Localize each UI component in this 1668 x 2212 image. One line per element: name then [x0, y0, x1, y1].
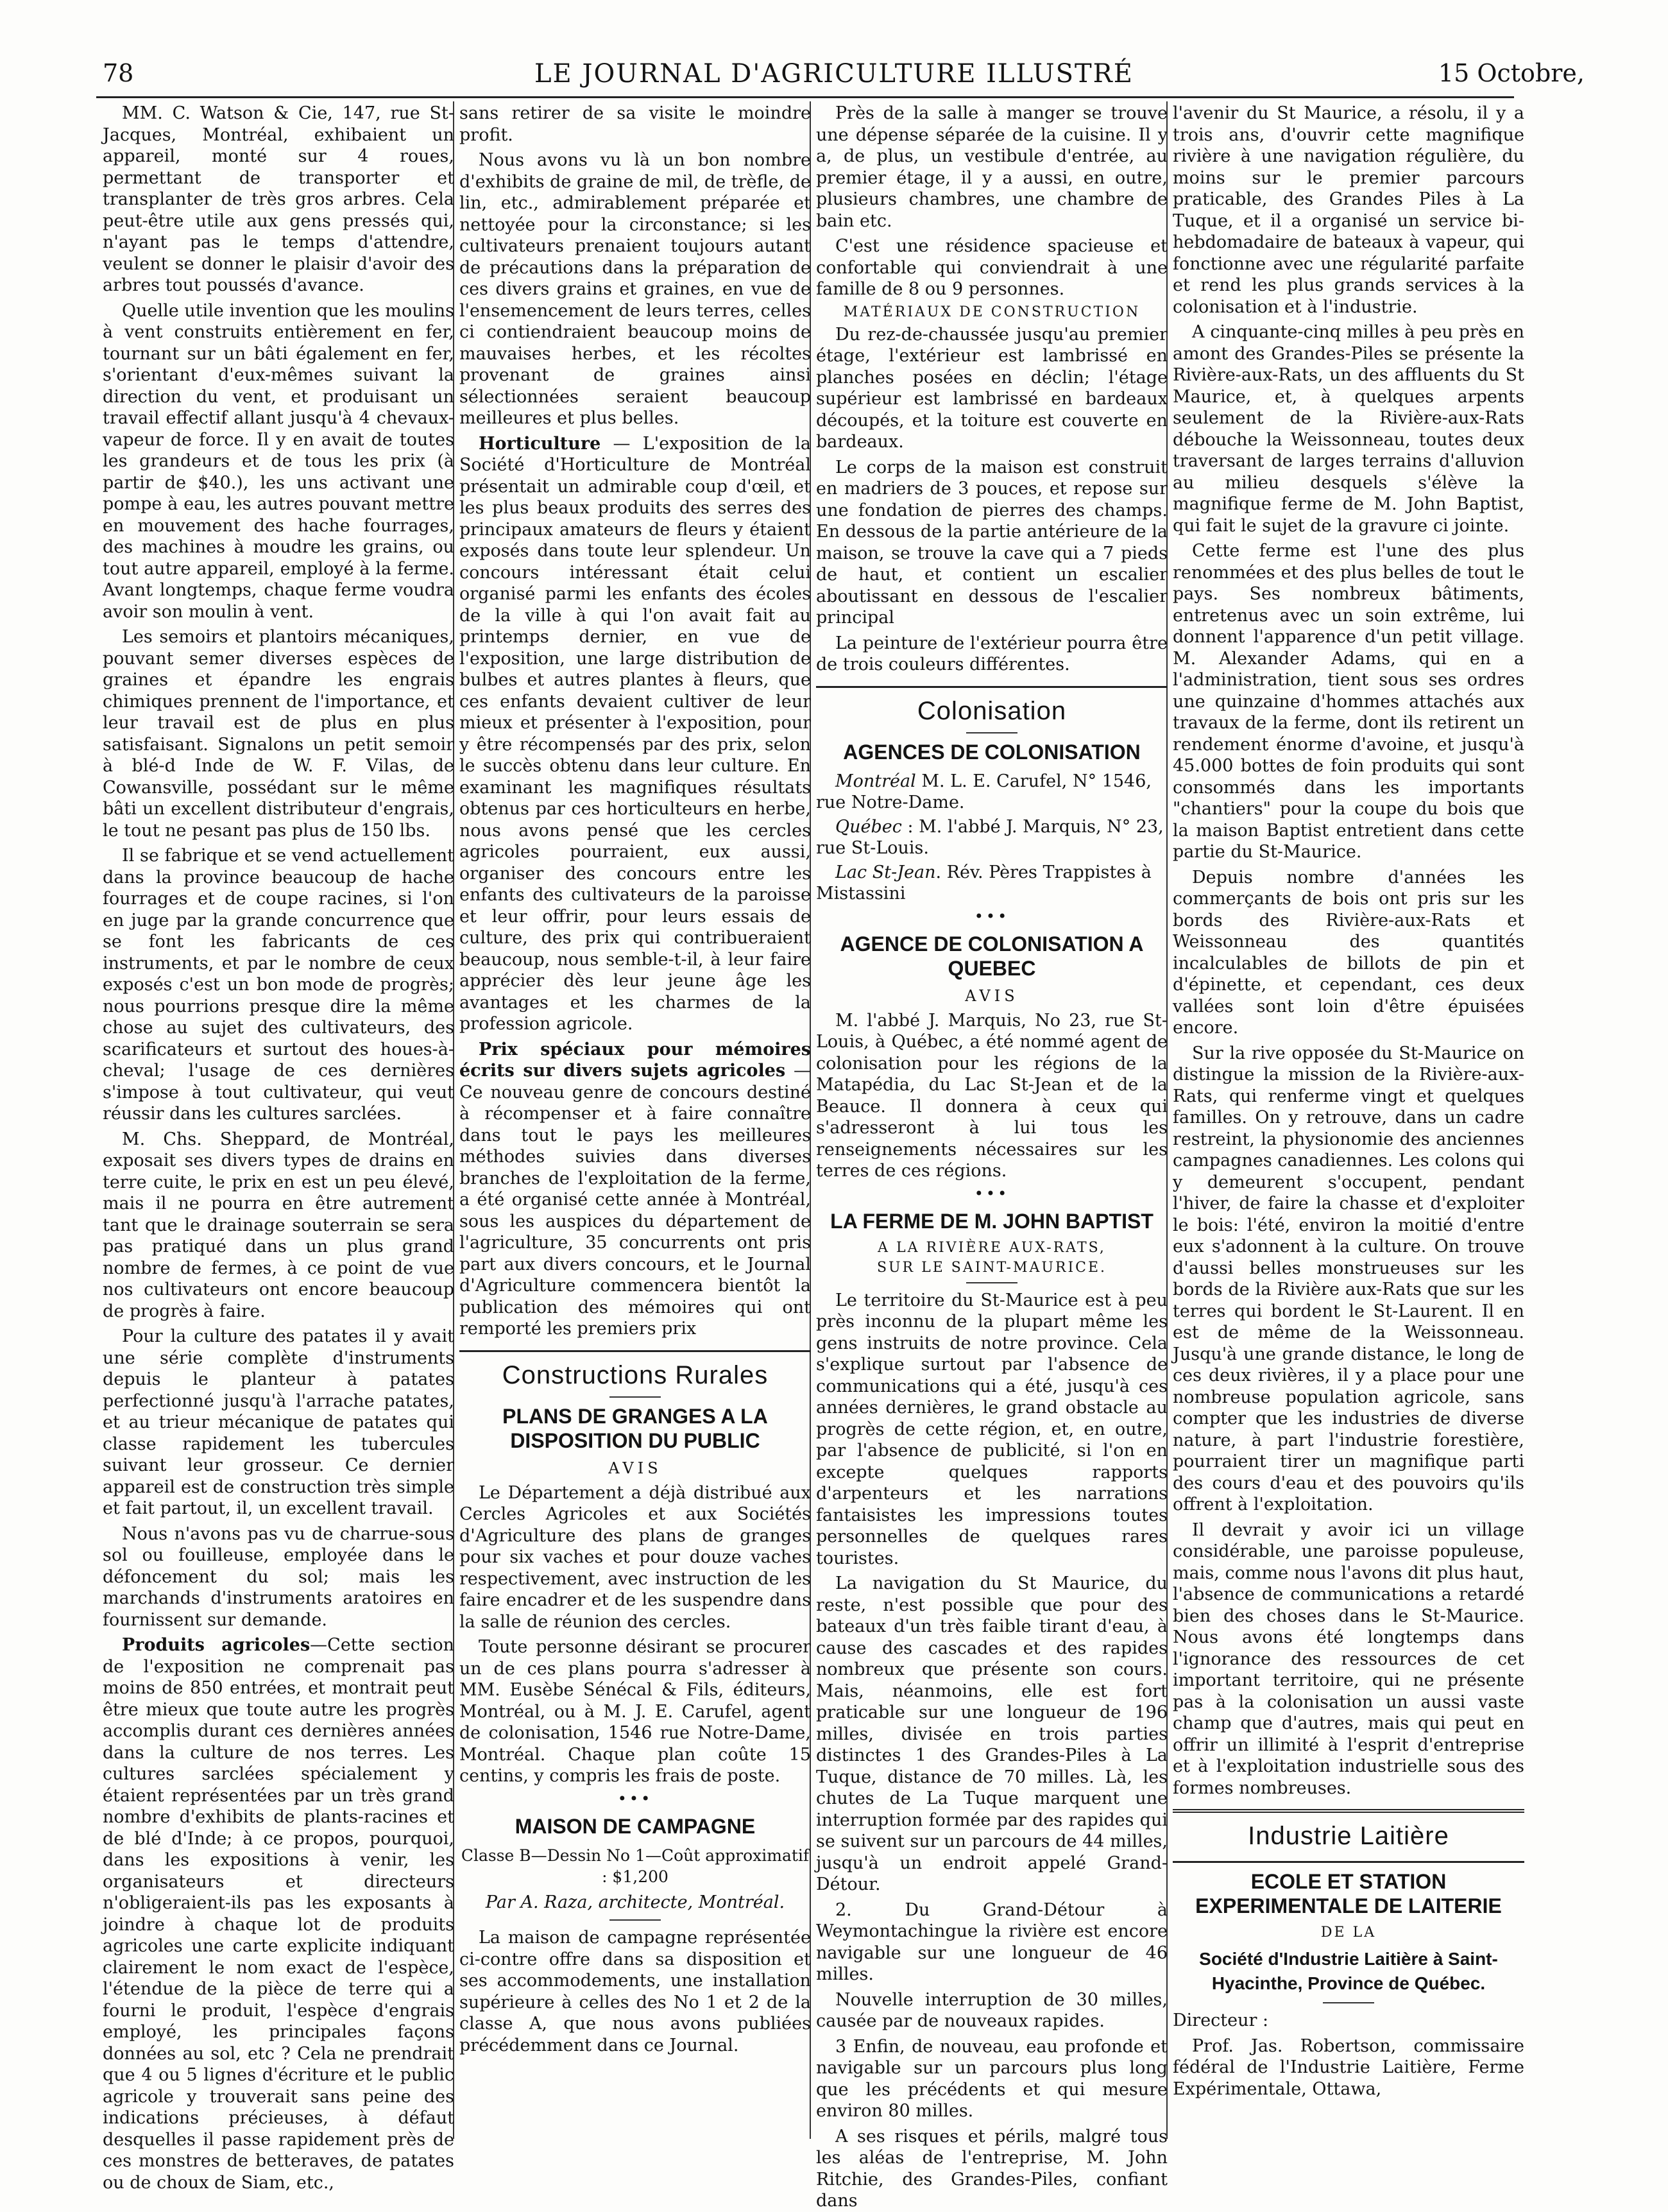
- paragraph: La peinture de l'extérieur pourra être de trois couleurs différentes.: [816, 633, 1168, 674]
- notice-label: AVIS: [608, 1459, 662, 1477]
- subheading-small: SUR LE SAINT-MAURICE.: [876, 1259, 1107, 1276]
- section-heading: Colonisation: [917, 696, 1067, 725]
- section-heading: Constructions Rurales: [502, 1360, 769, 1389]
- section-rule: [816, 686, 1168, 688]
- short-rule: [966, 732, 1017, 733]
- section-heading: Industrie Laitière: [1248, 1822, 1449, 1850]
- paragraph: Pour la culture des patates il y avait une série complète d'instruments depuis le planteur à patates perfectionné jusqu'à l'arrache patates, et au trieur mécanique de patates qui classe rapidement les tubercules suivant leur grosseur. Ce dernier appareil est de construction très simple et fait partout, il, un excellent travail.: [103, 1326, 454, 1518]
- paragraph: Cette ferme est l'une des plus renommées et des plus belles de tout le pays. Ses nombreux bâtiments, entretenus avec un soin extrême, lui donnent l'apparence d'un petit village. M. Alexander Adams, qui en a l'administration, tient sous ses ordres une quinzaine d'hommes attachés aux travaux de la ferme, dont ils retirent un rendement énorme d'avoine, et jusqu'à 45.000 bottes de foin produits qui sont consommés dans les importants "chantiers" pour la coupe du bois que la maison Baptist entretient dans cette partie du St-Maurice.: [1173, 541, 1524, 862]
- subheading: MAISON DE CAMPAGNE: [515, 1814, 756, 1838]
- agency-detail: : M. l'abbé J. Marquis, N° 23, rue St-Louis.: [816, 816, 1164, 858]
- paragraph: Nouvelle interruption de 30 milles, causée par de nouveaux rapides.: [816, 1989, 1168, 2031]
- plan-author: Par A. Raza, architecte, Montréal.: [485, 1892, 785, 1912]
- paragraph: Quelle utile invention que les moulins à vent construits entièrement en fer, tournant sur un bâti également en fer, s'orientant d'eux-mêmes suivant la direction du vent, et produisant un travail effectif allant jusqu'à 4 chevaux-vapeur de force. Il y en avait de toutes les grandeurs et de tous les prix (à partir de $40.), les uns activant une pompe à eau, les autres pouvant mettre en mouvement des hache fourrages, des machines à moudre les grains, ou tout autre appareil, employé à la ferme. Avant longtemps, chaque ferme voudra avoir son moulin à vent.: [103, 300, 454, 622]
- section-rule: [459, 1350, 811, 1352]
- paragraph: Depuis nombre d'années les commerçants de bois ont pris sur les bords des Rivière-aux-Rats et Weissonneau des quantités incalculables de billots de pin et d'épinette, et cependant, ces deux vallées sont loin d'être épuisées encore.: [1173, 867, 1524, 1038]
- agency-city: Québec: [835, 816, 902, 837]
- paragraph: A cinquante-cinq milles à peu près en amont des Grandes-Piles se présente la Rivière-aux-Rats, un des affluents du St Maurice, et, à quelques arpents seulement de la Rivière-aux-Rats débouche la Weissonneau, toutes deux traversant de larges terrains d'alluvion au milieu desquels s'élève la magnifique ferme de M. John Baptist, qui fait le sujet de la gravure ci jointe.: [1173, 322, 1524, 536]
- paragraph: Prof. Jas. Robertson, commissaire fédéral de l'Industrie Laitière, Ferme Expérimentale, Ottawa,: [1173, 2036, 1524, 2099]
- paragraph: l'avenir du St Maurice, a résolu, il y a trois ans, d'ouvrir cette magnifique rivière à une navigation régulière, du moins sur le premier parcours praticable, des Grandes Piles à La Tuque, et il a organisé un service bi-hebdomadaire de bateaux à vapeur, qui fonctionne avec une régularité parfaite et rend les plus grands services à la colonisation et à l'industrie.: [1173, 103, 1524, 317]
- section-heading-wrap: [816, 697, 1168, 726]
- paragraph-lead: Prix spéciaux pour mémoires écrits sur divers sujets agricoles: [459, 1039, 811, 1081]
- paragraph-text: — L'exposition de la Société d'Horticulture de Montréal présentait un admirable coup d'œil, et les plus beaux produits des serres des principaux amateurs de fleurs y étaient exposés dans toute leur splendeur. Un concours intéressant était celui organisé parmi les enfants des écoles de la ville à qui l'on avait fait au printemps dernier, en vue de l'exposition, une large distribution de bulbes et autres plantes à fleurs, que ces enfants devaient cultiver de leur mieux et présenter à l'exposition, pour y être récompensés par des prix, selon le succès obtenu dans leur culture. En examinant les magnifiques résultats obtenus par ces horticulteurs en herbe, nous avons pensé que les cercles agricoles pourraient, eux aussi, organiser des concours entre les enfants des cultivateurs de la paroisse et leur offrir, pour leurs essais de culture, des prix qui contribueraient beaucoup, nous semble-t-il, à leur faire apprécier dès leur jeune âge les avantages et les charmes de la profession agricole.: [459, 433, 811, 1034]
- column-3: [816, 103, 1168, 2211]
- paragraph: 3 Enfin, de nouveau, eau profonde et navigable sur un parcours plus long que les précédents et qui mesure environ 80 milles.: [816, 2036, 1168, 2121]
- paragraph: [103, 1634, 454, 2193]
- paragraph: Il se fabrique et se vend actuellement dans la province beaucoup de hache fourrages et de coupe racines, si l'on en juge par la grande concurrence que se font les fabricants de ces instruments, et par le nombre de ceux exposés c'est un bon mode de progrès; nous pourrions presque dire la même chose au sujet des cultivateurs, des scarificateurs et surtout des houes-à-cheval; l'usage de ces dernières s'impose à tout cultivateur, qui veut réussir dans les cultures sarclées.: [103, 846, 454, 1124]
- short-rule: [966, 1282, 1017, 1283]
- director-label: Directeur :: [1173, 2011, 1269, 2030]
- subheading: LA FERME DE M. JOHN BAPTIST: [830, 1209, 1153, 1233]
- separator-ornament: •••: [974, 1184, 1010, 1203]
- subheading: AGENCES DE COLONISATION: [843, 740, 1141, 764]
- paragraph-lead: Produits agricoles: [122, 1635, 311, 1655]
- subheading: ECOLE ET STATION EXPERIMENTALE DE LAITERIE: [1195, 1870, 1502, 1917]
- column-2: [459, 103, 811, 2137]
- paragraph: Les semoirs et plantoirs mécaniques, pouvant semer diverses espèces de graines et épandre les engrais chimiques prennent de l'importance, et leur travail est de plus en plus satisfaisant. Signalons un petit semoir à blé-d Inde de W. F. Vilas, de Cowansville, possédant sur le même bâti un excellent distributeur d'engrais, le tout ne pesant pas plus de 150 lbs.: [103, 627, 454, 841]
- paragraph: [459, 1039, 811, 1340]
- paragraph: sans retirer de sa visite le moindre profit.: [459, 103, 811, 145]
- short-rule: [609, 1396, 661, 1398]
- section-rule: [1173, 1861, 1524, 1863]
- paragraph: Le territoire du St-Maurice est à peu près inconnu de la plupart même les gens instruits de notre province. Cela s'explique surtout par l'absence de communications qui a été, jusqu'à ces années dernières, le grand obstacle au progrès de cette région, et, en outre, par l'absence de publicité, si l'on en excepte quelques rapports d'arpenteurs et les narrations fantaisistes les impressions toutes personnelles de quelques rares touristes.: [816, 1290, 1168, 1568]
- paragraph: MM. C. Watson & Cie, 147, rue St-Jacques, Montréal, exhibaient un appareil, monté sur 4 roues, permettant de transporter et transplanter de très gros arbres. Cela peut-être utile aux gens pressés qui, n'ayant pas le temps d'attendre, veulent se donner le plaisir d'avoir des arbres tout poussés d'avance.: [103, 103, 454, 295]
- paragraph: Nous n'avons pas vu de charrue-sous sol ou fouilleuse, employée dans le défoncement du sol; mais les marchands d'instruments aratoires en fournissent sur demande.: [103, 1523, 454, 1630]
- column-4: [1173, 103, 1524, 2137]
- agency-address: [816, 816, 1168, 859]
- subheading: AGENCE DE COLONISATION A QUEBEC: [840, 932, 1144, 980]
- separator-ornament: •••: [617, 1789, 653, 1808]
- paragraph-text: — Ce nouveau genre de concours destiné à récompenser et à faire connaître dans tout le pays les meilleures méthodes suivies dans diverses branches de l'exploitation de la ferme, a été organisé cette année à Montréal, sous les auspices du département de l'agriculture, 35 concurrents ont pris part aux divers concours, et le Journal d'Agriculture commencera bientôt la publication des mémoires qui ont remporté les premiers prix: [459, 1061, 812, 1339]
- notice-label: AVIS: [965, 986, 1019, 1005]
- paragraph: Du rez-de-chaussée jusqu'au premier étage, l'extérieur est lambrissé en planches posées en déclin; l'étage supérieur est lambrissé en bardeaux découpés, et la toiture est couverte en bardeaux.: [816, 324, 1168, 452]
- agency-detail: . Rév. Pères Trappistes à Mistassini: [816, 862, 1152, 904]
- agency-city: Lac St-Jean: [835, 862, 936, 882]
- paragraph: Il devrait y avoir ici un village considérable, une paroisse populeuse, mais, comme nous l'avons dit plus haut, l'absence de communications a retardé bien des choses dans le St-Maurice. Nous avons été longtemps dans l'ignorance des ressources de cet important territoire, qui ne présente pas à la colonisation un aussi vaste champ que d'autres, mais qui peut en offrir un illimité à l'esprit d'entreprise et à l'exploitation industrielle sous des formes nombreuses.: [1173, 1520, 1524, 1798]
- paragraph: 2. Du Grand-Détour à Weymontachingue la rivière est encore navigable sur une longueur de 46 milles.: [816, 1899, 1168, 1984]
- paragraph: Près de la salle à manger se trouve une dépense séparée de la cuisine. Il y a, de plus, un vestibule d'entrée, au premier étage, il y a aussi, en outre, plusieurs chambres, une chambre de bain etc.: [816, 103, 1168, 231]
- subheading-small: MATÉRIAUX DE CONSTRUCTION: [843, 304, 1141, 320]
- paragraph: La maison de campagne représentée ci-contre offre dans sa disposition et ses accommodements, une installation supérieure à celles des No 1 et 2 de la classe A, que nous avons publiées précédemment dans ce Journal.: [459, 1928, 811, 2055]
- short-rule: [609, 1919, 661, 1921]
- section-rule: [1173, 1809, 1524, 1813]
- subheading-small: A LA RIVIÈRE AUX-RATS,: [878, 1239, 1106, 1256]
- paragraph: Nous avons vu là un bon nombre d'exhibits de graine de mil, de trèfle, de lin, etc., admirablement préparée et nettoyée pour la circonstance; si les cultivateurs prenaient toujours autant de précautions dans la préparation de ces divers grains et graines, en vue de l'ensemencement de leurs terres, celles ci contiendraient beaucoup moins de mauvaises herbes, et les récoltes provenant de graines ainsi sélectionnées seraient beaucoup meilleures et plus belles.: [459, 150, 811, 428]
- paragraph: Sur la rive opposée du St-Maurice on distingue la mission de la Rivière-aux-Rats, qui renferme vingt et quelques familles. On y retrouve, dans un cadre restreint, la physionomie des anciennes campagnes canadiennes. Les colons qui y demeurent s'occupent, pendant l'hiver, de faire la chasse et d'exploiter le bois: l'été, environ la moitié d'entre eux s'adonnent à la culture. On trouve d'aussi belles monstrueuses sur les bords de la Rivière aux-Rats que sur les terres qui bordent le St-Laurent. Il en est de même de la Weissonneau. Jusqu'à une grande distance, le long de ces deux rivières, il y a place pour une nombreuse population agricole, sans compter que les industries de diverse nature, à part l'industrie forestière, pourraient tirer un magnifique parti des cours d'eau et des pouvoirs qu'ils offrent à l'exploitation.: [1173, 1043, 1524, 1514]
- agency-detail: M. L. E. Carufel, N° 1546, rue Notre-Dame.: [816, 771, 1152, 812]
- header-rule: [96, 96, 1514, 98]
- paragraph: Le Département a déjà distribué aux Cercles Agricoles et aux Sociétés d'Agriculture des plans de granges pour six vaches et pour douze vaches respectivement, avec instruction de les faire encadrer et de les suspendre dans la salle de réunion des cercles.: [459, 1482, 811, 1632]
- page-header: [0, 59, 1668, 92]
- short-rule: [1323, 2002, 1374, 2003]
- agency-address: [816, 771, 1168, 814]
- journal-title: LE JOURNAL D'AGRICULTURE ILLUSTRÉ: [534, 59, 1134, 89]
- paragraph-text: —Cette section de l'exposition ne comprenait pas moins de 850 entrées, et montrait peut être mieux que toute autre les progrès accomplis durant ces dernières années dans la culture de nos terres. Les cultures sarclées spécialement y étaient représentées par un très grand nombre d'exhibits de plants-racines et de blé d'Inde; à ce propos, pourquoi, dans les expositions à venir, les organisateurs et directeurs n'obligeraient-ils pas les exposants à joindre à chaque lot de produits agricoles une carte explicite indiquant clairement le nom exact de l'espèce, l'étendue de la pièce de terre qui a fourni le produit, l'espèce d'engrais employé, les principales façons données au sol, etc ? Cela ne prendrait que 4 ou 5 lignes d'écriture et le public agricole y trouverait sans peine des indications précieuses, à défaut desquelles il passe rapidement près de ces monstres de betteraves, de patates ou de choux de Siam, etc.,: [103, 1635, 454, 2193]
- paragraph: Toute personne désirant se procurer un de ces plans pourra s'adresser à MM. Eusèbe Sénécal & Fils, éditeurs, Montréal, ou à M. J. E. Carufel, agent de colonisation, 1546 rue Notre-Dame, Montréal. Chaque plan coûte 15 centins, y compris les frais de poste.: [459, 1637, 811, 1786]
- section-heading-wrap: [459, 1361, 811, 1390]
- subheading-small: DE LA: [1320, 1925, 1377, 1941]
- section-heading-wrap: [1173, 1822, 1524, 1851]
- page-number: 78: [103, 59, 134, 87]
- society-name: Société d'Industrie Laitière à Saint-Hyacinthe, Province de Québec.: [1199, 1949, 1498, 1993]
- paragraph: C'est une résidence spacieuse et confortable qui conviendrait à une famille de 8 ou 9 personnes.: [816, 236, 1168, 299]
- agency-city: Montréal: [835, 771, 916, 791]
- paragraph: La navigation du St Maurice, du reste, n'est possible que pour des bateaux d'un très faible tirant d'eau, à cause des cascades et des rapides nombreux que présente son cours. Mais, néanmoins, elle est fort praticable sur une longueur de 196 milles, divisée en trois parties distinctes 1 des Grandes-Piles à La Tuque, distance de 70 milles. Là, les chutes de La Tuque marquent une interruption formée par des rapides qui se suivent sur un parcours de 44 milles, jusqu'à un endroit appelé Grand-Détour.: [816, 1573, 1168, 1894]
- paragraph: Le corps de la maison est construit en madriers de 3 pouces, et repose sur une fondation de pierres des champs. En dessous de la partie antérieure de la maison, se trouve la cave qui a 7 pieds de haut, et contient un escalier aboutissant en dessous de l'escalier principal: [816, 457, 1168, 628]
- paragraph: A ses risques et périls, malgré tous les aléas de l'entreprise, M. John Ritchie, des Grandes-Piles, confiant dans: [816, 2126, 1168, 2211]
- paragraph: [459, 433, 811, 1035]
- separator-ornament: •••: [974, 907, 1010, 925]
- plan-class: Classe B—Dessin No 1—Coût approximatif : $1,200: [461, 1846, 810, 1886]
- issue-date: 15 Octobre,: [1438, 59, 1585, 87]
- paragraph: M. l'abbé J. Marquis, No 23, rue St-Louis, à Québec, a été nommé agent de colonisation pour les régions de la Matapédia, du Lac St-Jean et de la Beauce. Il donnera à ceux qui s'adresseront à lui tous les renseignements nécessaires sur les terres de ces régions.: [816, 1010, 1168, 1181]
- paragraph: M. Chs. Sheppard, de Montréal, exposait ses divers types de drains en terre cuite, le prix en est un peu élevé, mais il ne pourra en être autrement tant que le drainage souterrain se sera pas pratiqué dans un plus grand nombre de fermes, à ce point de vue nos cultivateurs ont encore beaucoup de progrès à faire.: [103, 1129, 454, 1321]
- paragraph-lead: Horticulture: [479, 433, 601, 454]
- column-1: [103, 103, 454, 2193]
- subheading: PLANS DE GRANGES A LA DISPOSITION DU PUBLIC: [502, 1404, 768, 1452]
- agency-address: [816, 862, 1168, 905]
